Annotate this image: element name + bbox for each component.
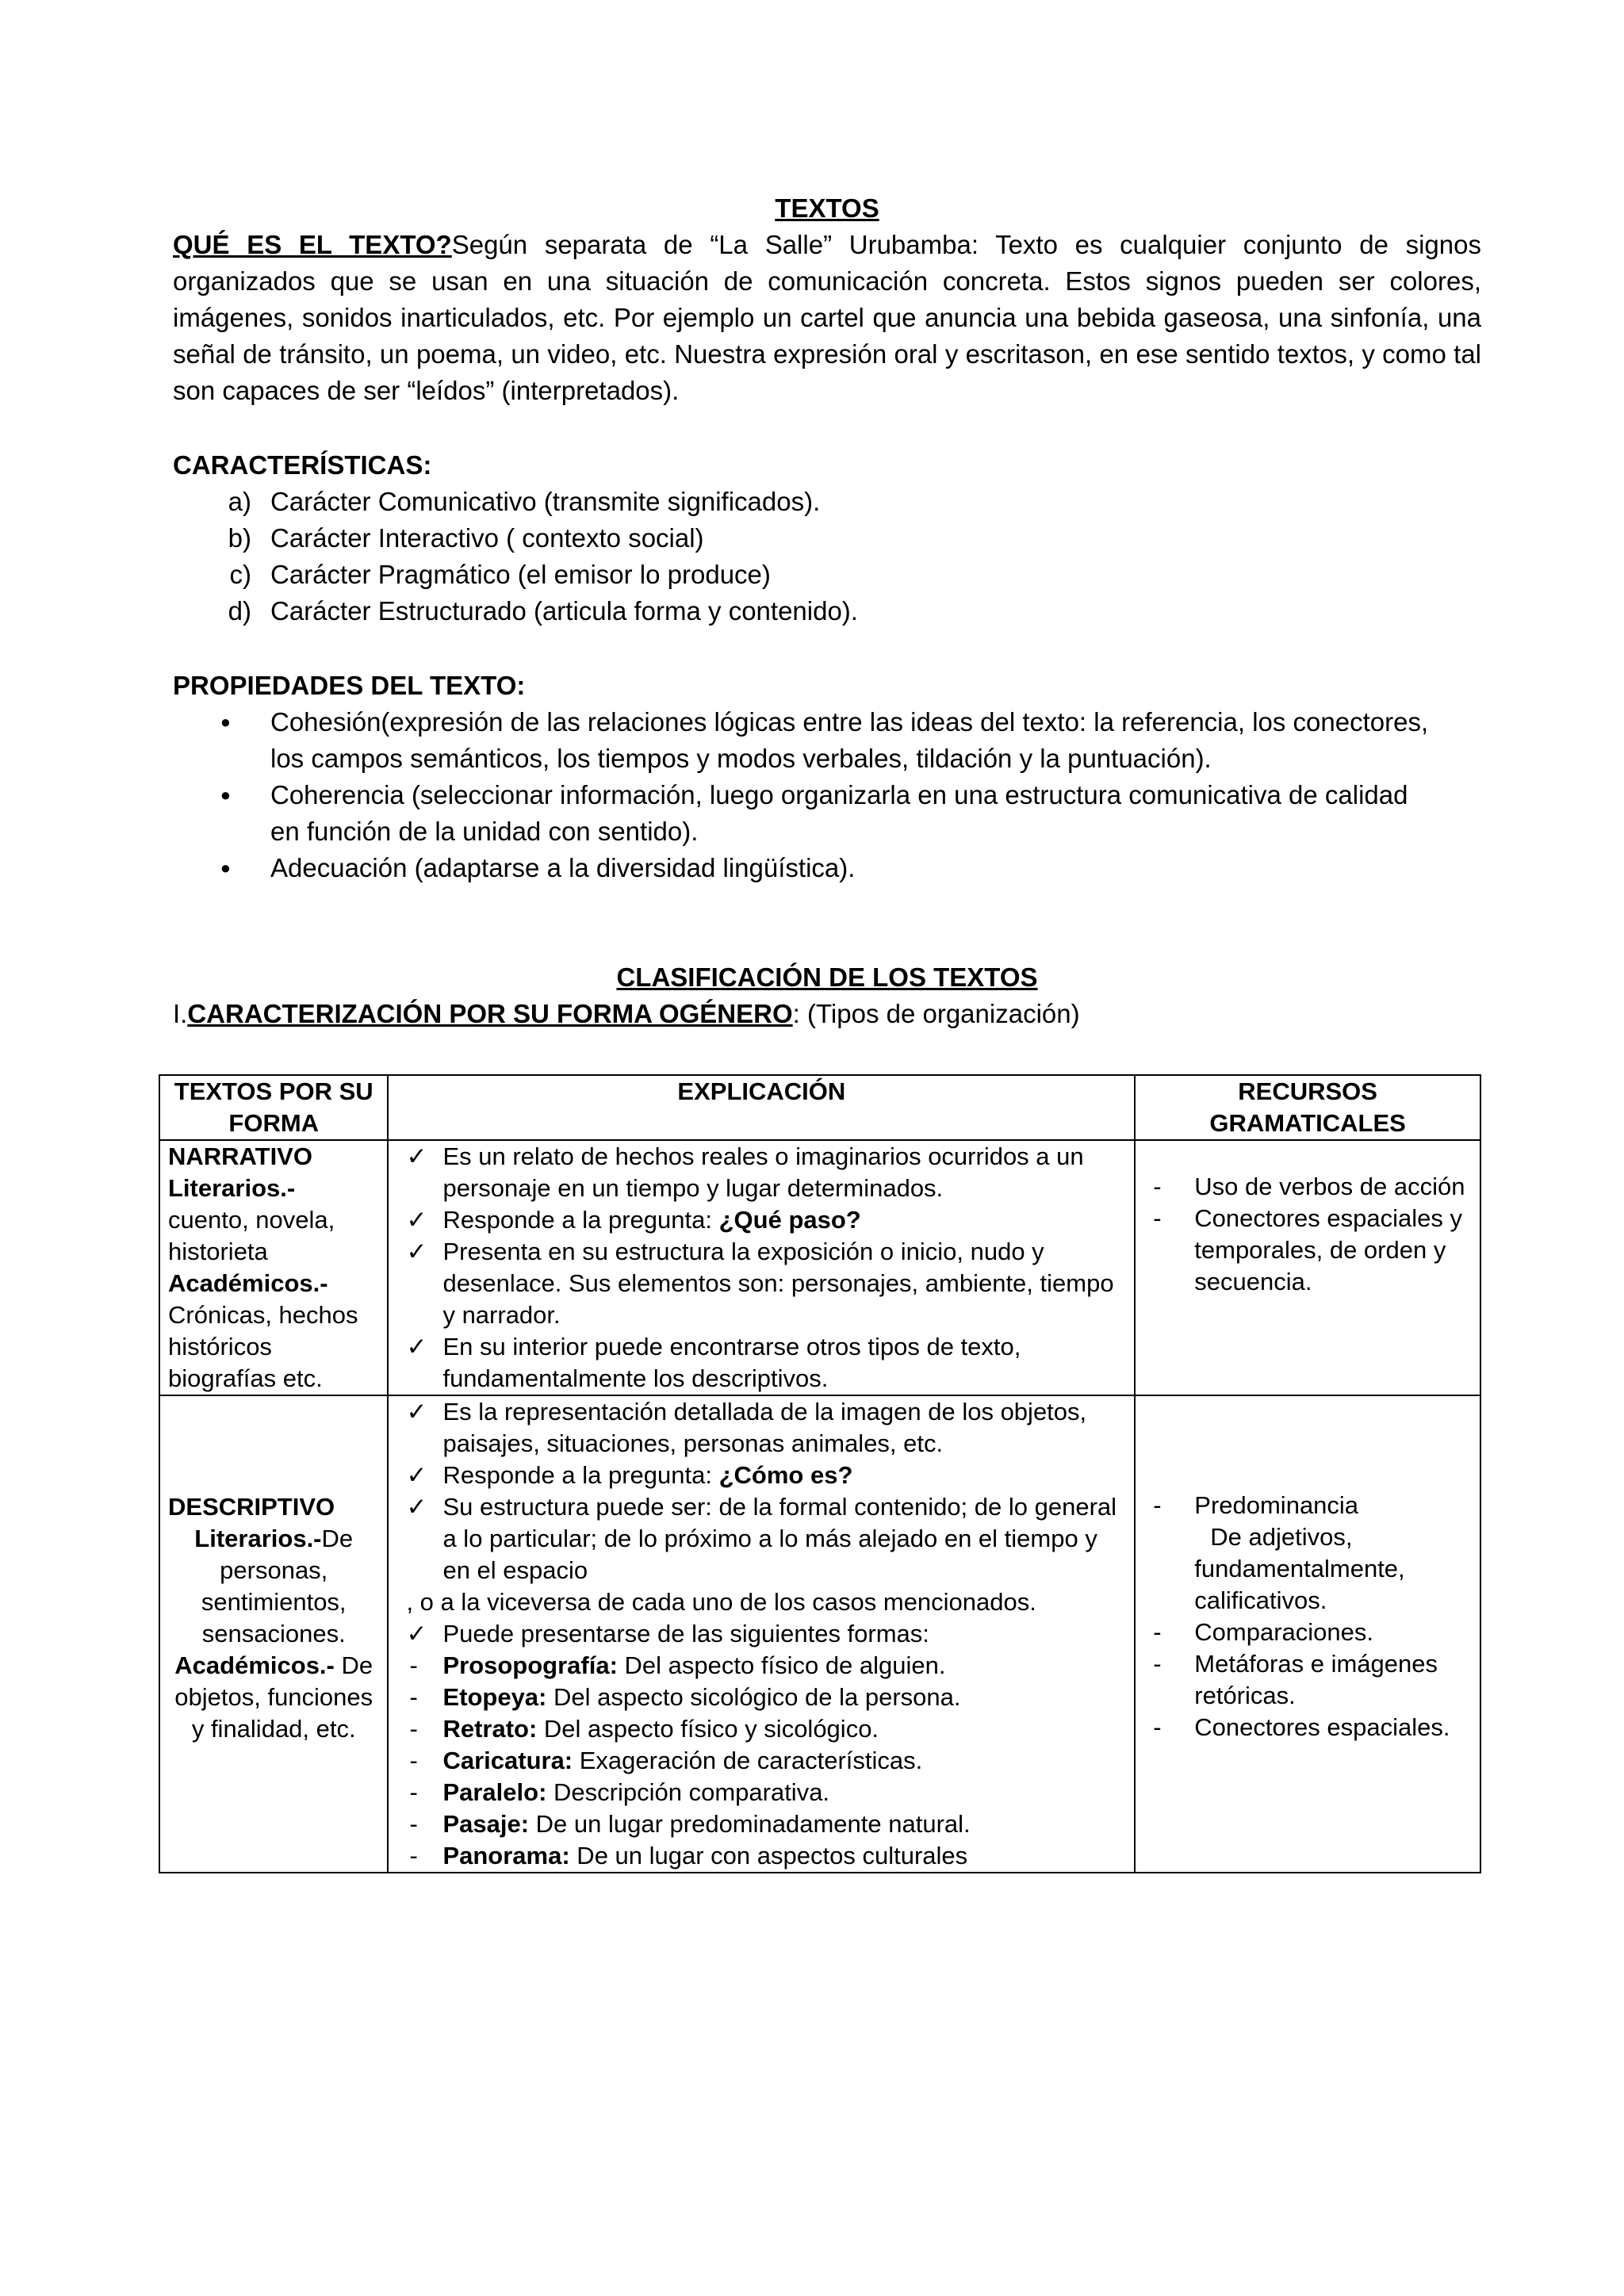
- checkmark-icon: ✓: [406, 1142, 427, 1170]
- forma-item: [406, 1713, 1126, 1745]
- page-title: TEXTOS: [775, 193, 879, 223]
- label: Literarios.-: [194, 1525, 322, 1552]
- subheading-prefix: I.: [173, 999, 188, 1028]
- text: De adjetivos, fundamentalmente, calificativos.: [1194, 1523, 1405, 1614]
- list-item: [173, 557, 1481, 593]
- explicacion-narrativo: [388, 1140, 1135, 1395]
- clasificacion-subheading: [173, 996, 1481, 1032]
- text: De personas, sentimientos, sensaciones.: [201, 1525, 354, 1647]
- term: Pasaje:: [442, 1810, 530, 1838]
- list-item-continuation: [1147, 1521, 1472, 1617]
- list-text: [442, 1650, 945, 1682]
- dash-marker: -: [1153, 1204, 1162, 1232]
- list-marker: a): [228, 487, 251, 516]
- list-item: [406, 1396, 1126, 1460]
- list-text: Adecuación (adaptarse a la diversidad lingüística).: [270, 853, 856, 882]
- caracteristicas-list: [173, 484, 1481, 629]
- list-item: [1147, 1490, 1472, 1521]
- list-text: En su interior puede encontrarse otros tipos de texto, fundamentalmente los descriptivos.: [442, 1333, 1021, 1392]
- line: los campos semánticos, los tiempos y modos verbales, tildación y la puntuación).: [270, 744, 1212, 773]
- list-text: Comparaciones.: [1194, 1618, 1373, 1646]
- dash-marker: -: [409, 1715, 418, 1743]
- forma-literarios: Literarios.-: [168, 1174, 296, 1202]
- dash-marker: -: [409, 1683, 418, 1711]
- list-item: [173, 484, 1481, 520]
- intro-paragraph: [173, 227, 1481, 409]
- list-text: [442, 1682, 960, 1713]
- checkmark-icon: ✓: [406, 1238, 427, 1265]
- table-row-narrativo: [159, 1140, 1480, 1395]
- list-marker: b): [228, 523, 251, 553]
- list-marker: d): [228, 596, 251, 626]
- checkmark-icon: ✓: [406, 1620, 427, 1647]
- list-item: [1147, 1617, 1472, 1648]
- dash-marker: -: [409, 1747, 418, 1774]
- intro-line: organizados que se usan en una situación de comunicación concreta. Estos signos pueden ser colores,: [173, 266, 1481, 296]
- subheading-rest: : (Tipos de organización): [792, 999, 1080, 1028]
- text: Responde a la pregunta:: [442, 1461, 719, 1489]
- checkmark-icon: ✓: [406, 1398, 427, 1425]
- text: Responde a la pregunta:: [442, 1206, 719, 1234]
- question: ¿Cómo es?: [718, 1461, 853, 1489]
- forma-literarios-ejemplos: cuento, novela, historieta: [168, 1206, 335, 1265]
- forma-item: [406, 1840, 1126, 1872]
- forma-academicos: [168, 1650, 379, 1745]
- table-row-descriptivo: [159, 1395, 1480, 1873]
- table-header-row: [159, 1075, 1480, 1140]
- desc: Descripción comparativa.: [546, 1778, 830, 1806]
- intro-lead: QUÉ ES EL TEXTO?: [173, 230, 452, 259]
- forma-academicos-ejemplos: Crónicas, hechos históricos biografías etc.: [168, 1301, 358, 1392]
- list-marker: c): [229, 560, 251, 589]
- list-item: [406, 1204, 1126, 1236]
- list-text: [270, 704, 1428, 777]
- list-text: [442, 1808, 970, 1840]
- list-text: Metáforas e imágenes retóricas.: [1194, 1650, 1438, 1709]
- caracteristicas-heading: CARACTERÍSTICAS:: [173, 450, 432, 480]
- line: Coherencia (seleccionar información, luego organizarla en una estructura comunicativa de calidad: [270, 780, 1408, 809]
- term: Prosopografía:: [442, 1651, 618, 1679]
- forma-descriptivo: [159, 1395, 388, 1873]
- list-text: [442, 1713, 879, 1745]
- list-item: [1147, 1648, 1472, 1712]
- col-header-forma: TEXTOS POR SU FORMA: [159, 1075, 388, 1140]
- forma-item: [406, 1808, 1126, 1840]
- propiedades-heading: PROPIEDADES DEL TEXTO:: [173, 671, 526, 700]
- forma-item: [406, 1682, 1126, 1713]
- desc: Del aspecto físico de alguien.: [617, 1651, 946, 1679]
- list-text: Uso de verbos de acción: [1194, 1173, 1465, 1200]
- intro-line: una señal de tránsito, un poema, un video, etc. Nuestra expresión oral y escritason, en ese sentido textos,: [173, 303, 1481, 369]
- desc: De un lugar con aspectos culturales: [569, 1842, 968, 1869]
- list-text: Carácter Interactivo ( contexto social): [270, 523, 704, 553]
- list-item: [173, 704, 1481, 777]
- list-item: [406, 1618, 1126, 1650]
- dash-marker: -: [1153, 1650, 1162, 1678]
- dash-marker: -: [1153, 1173, 1162, 1200]
- list-item: [1147, 1712, 1472, 1743]
- term: Paralelo:: [442, 1778, 547, 1806]
- list-text: Predominancia: [1194, 1491, 1359, 1519]
- term: Retrato:: [442, 1715, 538, 1743]
- list-item: [173, 520, 1481, 557]
- term: Etopeya:: [442, 1683, 547, 1711]
- term: Caricatura:: [442, 1747, 573, 1774]
- line: Cohesión(expresión de las relaciones lógicas entre las ideas del texto: la referencia, los conectores,: [270, 707, 1429, 737]
- desc: De un lugar predominadamente natural.: [529, 1810, 971, 1838]
- list-text: Carácter Estructurado (articula forma y contenido).: [270, 596, 858, 626]
- forma-item: [406, 1650, 1126, 1682]
- list-item: [1147, 1171, 1472, 1203]
- list-text: [442, 1745, 922, 1777]
- list-item: [173, 593, 1481, 629]
- list-item: [173, 850, 1481, 886]
- bullet-icon: ●: [220, 858, 231, 878]
- dash-marker: -: [409, 1810, 418, 1838]
- line: en función de la unidad con sentido).: [270, 817, 699, 846]
- list-item: [406, 1331, 1126, 1395]
- dash-marker: -: [1153, 1713, 1162, 1741]
- list-text: Carácter Pragmático (el emisor lo produce): [270, 560, 771, 589]
- clasificacion-table: [159, 1074, 1481, 1873]
- forma-item: [406, 1745, 1126, 1777]
- checkmark-icon: ✓: [406, 1461, 427, 1489]
- term: Panorama:: [442, 1842, 570, 1869]
- label: Académicos.-: [174, 1651, 335, 1679]
- explicacion-descriptivo: [388, 1395, 1135, 1873]
- bullet-icon: ●: [220, 785, 231, 805]
- list-text: [442, 1460, 852, 1491]
- checkmark-icon: ✓: [406, 1333, 427, 1360]
- text: De objetos, funciones y finalidad, etc.: [174, 1651, 373, 1743]
- col-header-explicacion: EXPLICACIÓN: [388, 1075, 1135, 1140]
- intro-line: imágenes, sonidos inarticulados, etc. Por ejemplo un cartel que anuncia una bebida gaseosa, una sinfonía,: [173, 303, 1430, 332]
- list-item: [406, 1236, 1126, 1331]
- dash-marker: -: [1153, 1618, 1162, 1646]
- desc: Del aspecto físico y sicológico.: [537, 1715, 879, 1743]
- desc: Del aspecto sicológico de la persona.: [546, 1683, 961, 1711]
- forma-narrativo: [159, 1140, 388, 1395]
- list-text: Es un relato de hechos reales o imaginarios ocurridos a un personaje en un tiempo y lugar determinados.: [442, 1142, 1084, 1202]
- list-item: [406, 1491, 1126, 1586]
- checkmark-icon: ✓: [406, 1493, 427, 1521]
- clasificacion-heading: CLASIFICACIÓN DE LOS TEXTOS: [616, 962, 1038, 992]
- list-text: [442, 1204, 860, 1236]
- list-item: [1147, 1203, 1472, 1298]
- list-item: [173, 777, 1481, 850]
- list-item: [406, 1141, 1126, 1204]
- list-text: [1194, 1521, 1472, 1617]
- list-text: Puede presentarse de las siguientes formas:: [442, 1620, 929, 1647]
- intro-line: y como tal son capaces de ser “leídos” (interpretados).: [173, 339, 1482, 405]
- spacer: [1147, 1521, 1194, 1617]
- question: ¿Qué paso?: [718, 1206, 861, 1234]
- dash-marker: -: [1153, 1491, 1162, 1519]
- list-text: [442, 1840, 967, 1872]
- list-text: [270, 777, 1408, 850]
- dash-marker: -: [409, 1651, 418, 1679]
- document-page: [173, 190, 1481, 1032]
- dash-marker: -: [409, 1778, 418, 1806]
- list-text: Presenta en su estructura la exposición o inicio, nudo y desenlace. Sus elementos son: personajes, ambiente, tiempo y narrador.: [442, 1238, 1114, 1329]
- forma-title: NARRATIVO: [168, 1142, 312, 1170]
- intro-line: Según separata de “La Salle” Urubamba: Texto es cualquier conjunto de signos: [451, 230, 1481, 259]
- forma-item: [406, 1777, 1126, 1808]
- desc: Exageración de características.: [573, 1747, 923, 1774]
- continuation-text: , o a la viceversa de cada uno de los casos mencionados.: [406, 1588, 1036, 1616]
- list-text: Conectores espaciales y temporales, de orden y secuencia.: [1194, 1204, 1462, 1295]
- list-text: [442, 1777, 829, 1808]
- dash-marker: -: [409, 1842, 418, 1869]
- list-text: Es la representación detallada de la imagen de los objetos, paisajes, situaciones, personas animales, etc.: [442, 1398, 1087, 1457]
- forma-literarios: [168, 1523, 379, 1650]
- recursos-descriptivo: [1135, 1395, 1480, 1873]
- list-text: Conectores espaciales.: [1194, 1713, 1450, 1741]
- list-item: [406, 1460, 1126, 1491]
- propiedades-list: [173, 704, 1481, 886]
- checkmark-icon: ✓: [406, 1206, 427, 1234]
- subheading-underlined: CARACTERIZACIÓN POR SU FORMA OGÉNERO: [187, 999, 793, 1028]
- recursos-narrativo: [1135, 1140, 1480, 1395]
- list-text: Su estructura puede ser: de la formal contenido; de lo general a lo particular; de lo próximo a lo más alejado en el tiempo y en el espacio: [442, 1493, 1117, 1584]
- list-text: Carácter Comunicativo (transmite significados).: [270, 487, 821, 516]
- forma-title: DESCRIPTIVO: [168, 1493, 335, 1521]
- forma-academicos: Académicos.-: [168, 1269, 328, 1297]
- bullet-icon: ●: [220, 712, 231, 732]
- col-header-recursos: RECURSOS GRAMATICALES: [1135, 1075, 1480, 1140]
